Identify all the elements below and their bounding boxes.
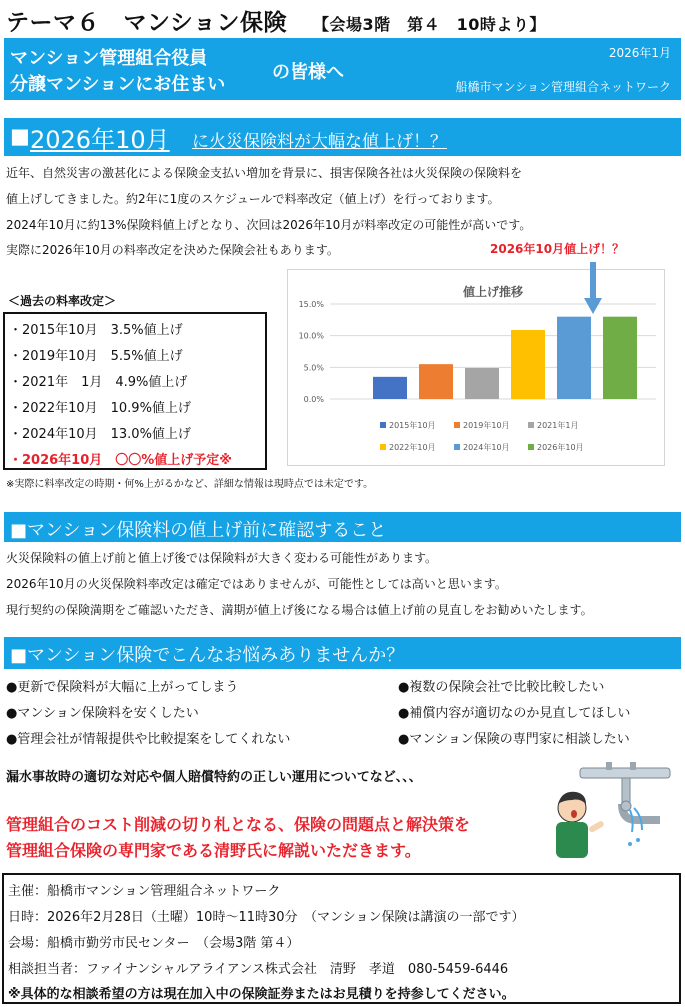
- issue-date: 2026年1月: [608, 46, 671, 60]
- past-revision-item: ・2019年10月 5.5%値上げ: [9, 349, 183, 364]
- past-revision-item: ・2015年10月 3.5%値上げ: [9, 323, 183, 338]
- section-heading-text: ■マンション保険料の値上げ前に確認すること: [10, 520, 387, 541]
- audience-banner: [4, 38, 681, 100]
- chart-bar: [373, 377, 407, 399]
- event-bring-note: ※具体的な相談希望の方は現在加入中の保険証券またはお見積りを持参してください。: [8, 987, 515, 1002]
- past-revision-item: ・2024年10月 13.0%値上げ: [9, 427, 191, 442]
- concern-item: ●マンション保険の専門家に相談したい: [398, 732, 630, 747]
- raise-callout: 2026年10月値上げ！？: [490, 242, 625, 256]
- chart-bar: [603, 317, 637, 399]
- legend-swatch: [454, 444, 460, 450]
- leak-topic-text: 漏水事故時の適切な対応や個人賠償特約の正しい運用についてなど、、、: [6, 770, 422, 785]
- section-heading-text: ■マンション保険でこんなお悩みありませんか？: [10, 645, 405, 666]
- legend-label: 2024年10月: [463, 443, 510, 452]
- legend-label: 2021年1月: [537, 421, 579, 430]
- legend-swatch: [380, 422, 386, 428]
- legend-swatch: [528, 422, 534, 428]
- audience-line-1: マンション管理組合役員: [10, 48, 208, 69]
- water-leak-illustration: [550, 760, 675, 860]
- concern-item: ●補償内容が適切なのか見直してほしい: [398, 706, 631, 721]
- concern-item: ●管理会社が情報提供や比較提案をしてくれない: [6, 732, 291, 747]
- concern-item: ●複数の保険会社で比較比較したい: [398, 680, 605, 695]
- event-contact: 相談担当者：ファイナンシャルアライアンス株式会社 清野 孝道 080-5459-6446: [8, 962, 509, 977]
- paragraph-line: 値上げしてきました。約2年に1度のスケジュールで料率改定（値上げ）を行っております。: [6, 192, 500, 206]
- revision-footnote: ※実際に料率改定の時期・何%上がるかなど、詳細な情報は現時点では未定です。: [6, 479, 374, 490]
- past-revisions-box: [3, 312, 267, 470]
- legend-swatch: [380, 444, 386, 450]
- chart-bar: [511, 330, 545, 399]
- concern-item: ●マンション保険料を安くしたい: [6, 706, 199, 721]
- event-organizer: 主催：船橋市マンション管理組合ネットワーク: [8, 884, 281, 899]
- section-heading-check: [4, 512, 681, 542]
- past-revision-item: ・2022年10月 10.9%値上げ: [9, 401, 191, 416]
- heading-text: に火災保険料が大幅な値上げ！？: [192, 132, 447, 152]
- y-tick-label: 5.0%: [303, 363, 324, 373]
- audience-suffix: の皆様へ: [272, 62, 344, 83]
- y-tick-label: 15.0%: [298, 300, 324, 309]
- heading-square-mark: ■: [10, 124, 30, 148]
- page-title: テーマ６ マンション保険: [6, 10, 287, 36]
- section-heading-concerns: [4, 637, 681, 669]
- chart-canvas: [288, 270, 666, 467]
- paragraph-line: 近年、自然災害の激甚化による保険金支払い増加を背景に、損害保険各社は火災保険の保険料を: [6, 166, 523, 180]
- chart-bar: [465, 368, 499, 399]
- highlight-message-line-2: 管理組合保険の専門家である清野氏に解説いただきます。: [6, 841, 421, 860]
- legend-swatch: [528, 444, 534, 450]
- heading-date: 2026年10月: [30, 126, 170, 154]
- y-tick-label: 0.0%: [303, 395, 324, 404]
- legend-label: 2015年10月: [389, 421, 436, 430]
- legend-label: 2026年10月: [537, 443, 584, 452]
- paragraph-line: 実際に2026年10月の料率改定を決めた保険会社もあります。: [6, 243, 339, 257]
- venue-time-label: 【会場3階 第４ 10時より】: [312, 15, 546, 34]
- concern-item: ●更新で保険料が大幅に上がってしまう: [6, 680, 239, 695]
- paragraph-line: 2026年10月の火災保険料率改定は確定ではありませんが、可能性としては高いと思います。: [6, 577, 507, 591]
- paragraph-line: 2024年10月に約13%保険料値上げとなり、次回は2026年10月が料率改定の可能性が高いです。: [6, 218, 532, 232]
- paragraph-line: 火災保険料の値上げ前と値上げ後では保険料が大きく変わる可能性があります。: [6, 551, 438, 565]
- event-info-box: [2, 873, 681, 1004]
- past-revisions-heading: ＜過去の料率改定＞: [8, 294, 117, 308]
- chart-title: 値上げ推移: [462, 285, 524, 299]
- y-tick-label: 10.0%: [298, 331, 324, 341]
- down-arrow-icon: [583, 262, 603, 316]
- legend-label: 2022年10月: [389, 443, 436, 452]
- organizer-name: 船橋市マンション管理組合ネットワーク: [455, 80, 671, 94]
- section-heading-price-increase: [4, 118, 681, 156]
- chart-bar: [557, 317, 591, 399]
- highlight-message-line-1: 管理組合のコスト削減の切り札となる、保険の問題点と解決策を: [6, 815, 471, 834]
- event-datetime: 日時：2026年2月28日（土曜）10時～11時30分 （マンション保険は講演の一部です）: [8, 910, 525, 925]
- legend-swatch: [454, 422, 460, 428]
- legend-label: 2019年10月: [463, 421, 510, 430]
- rate-increase-chart: [287, 269, 665, 466]
- event-venue: 会場：船橋市勤労市民センター （会場3階 第４）: [8, 936, 300, 951]
- paragraph-line: 現行契約の保険満期をご確認いただき、満期が値上げ後になる場合は値上げ前の見直しをお勧めいたします。: [6, 603, 593, 617]
- past-revision-item: ・2021年 1月 4.9%値上げ: [9, 375, 188, 390]
- chart-bar: [419, 364, 453, 399]
- audience-line-2: 分譲マンションにお住まい: [10, 74, 226, 95]
- past-revision-item-planned: ・2026年10月 〇〇%値上げ予定※: [9, 453, 232, 468]
- page-header: [6, 4, 681, 36]
